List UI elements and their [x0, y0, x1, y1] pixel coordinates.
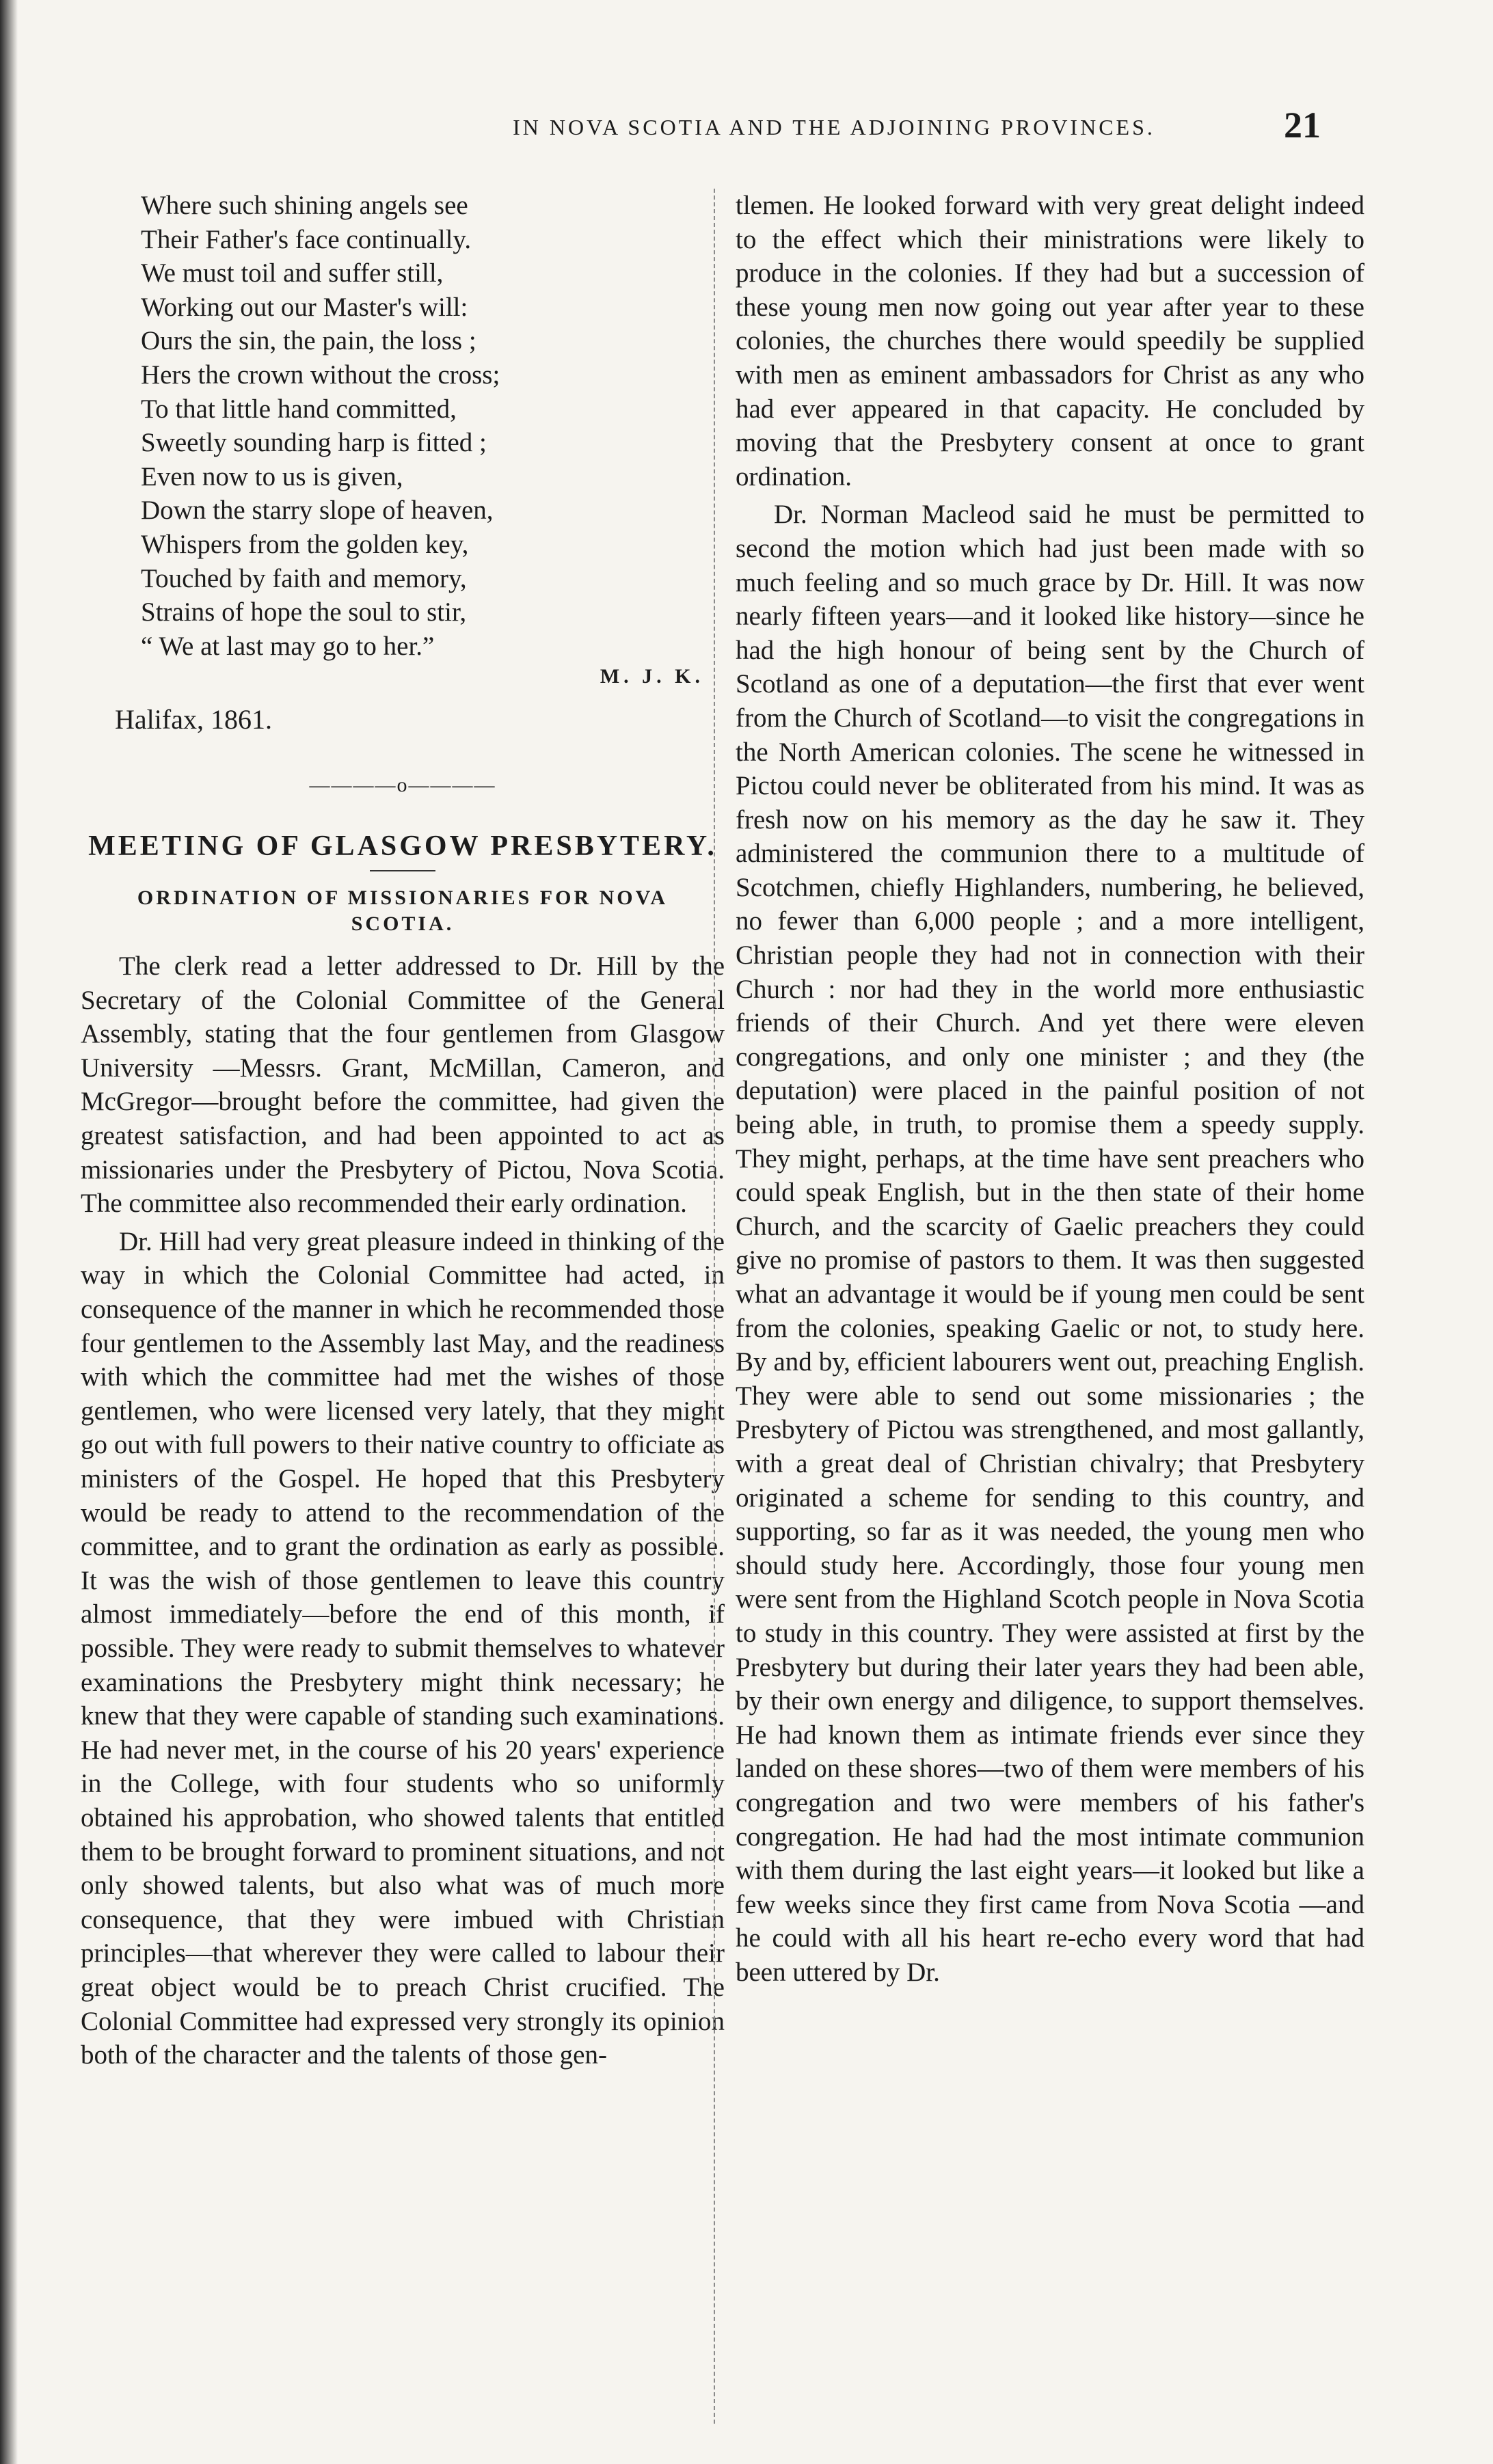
poem-line: “ We at last may go to her.”	[141, 631, 435, 661]
poem-line: Sweetly sounding harp is fitted ;	[141, 428, 487, 458]
poem-line: Whispers from the golden key,	[141, 529, 469, 559]
scan-binding-shadow	[0, 0, 18, 2464]
poem-signature: M. J. K.	[600, 665, 704, 688]
poem-line: To that little hand committed,	[141, 394, 457, 424]
article-paragraph: Dr. Hill had very great pleasure indeed in thinking of the way in which the Colonial Committee had acted, in consequence of the manner in which he recommended those four gentlemen to the Assembly last May, and the readiness with which the committee had met the wishes of those gentlemen, who were licensed very lately, that they might go out with full powers to their native country to officiate as ministers of the Gospel. He hoped that this Presbytery would be ready to attend to the recommendation of the committee, and to grant the ordination as early as possible. It was the wish of those gentlemen to leave this country almost immediately—before the end of this month, if possible. They were ready to submit themselves to whatever examinations the Presbytery might think necessary; he knew that they were capable of standing such examinations. He had never met, in the course of his 20 years' experience in the College, with four students who so uniformly obtained his approbation, who showed talents that entitled them to be brought forward to prominent situations, and not only showed talents, but also what was of much more consequence, that they were imbued with Christian principles—that wherever they were called to labour their great object would be to preach Christ crucified. The Colonial Committee had expressed very strongly its opinion both of the character and the talents of those gen-	[81, 1226, 725, 2070]
left-column	[81, 189, 725, 2072]
poem-line: We must toil and suffer still,	[141, 258, 444, 288]
poem-line: Their Father's face continually.	[141, 224, 472, 254]
right-column	[736, 189, 1364, 1989]
poem-line: Even now to us is given,	[141, 461, 403, 491]
column-divider	[714, 189, 715, 2424]
poem-dateline: Halifax, 1861.	[115, 704, 272, 735]
page-number: 21	[1284, 105, 1321, 146]
poem-line: Touched by faith and memory,	[141, 563, 467, 593]
article-title: MEETING OF GLASGOW PRESBYTERY.	[88, 830, 717, 862]
poem-line: Down the starry slope of heaven,	[141, 496, 494, 526]
title-rule	[370, 870, 435, 871]
section-ornament: ————o————	[309, 773, 496, 796]
article-paragraph-continued: tlemen. He looked forward with very great delight indeed to the effect which their ministrations were likely to produce in the colonies. If they had but a succession of these young men now going out year after year to these colonies, the churches there would speedily be supplied with men as eminent ambassadors for Christ as any who had ever appeared in that capacity. He concluded by moving that the Presbytery consent at once to grant ordination.	[736, 191, 1364, 491]
poem	[81, 189, 725, 663]
poem-line: Working out our Master's will:	[141, 292, 468, 322]
article-paragraph: The clerk read a letter addressed to Dr. Hill by the Secretary of the Colonial Committee of the General Assembly, stating that the four gentlemen from Glasgow University —Messrs. Grant, McMillan, Cameron, and McGregor—brought before the committee, had given the greatest satisfaction, and had been appointed to act as missionaries under the Presbytery of Pictou, Nova Scotia. The committee also recommended their early ordination.	[81, 951, 725, 1219]
poem-line: Ours the sin, the pain, the loss ;	[141, 326, 476, 356]
article-subtitle: ORDINATION OF MISSIONARIES FOR NOVA SCOTIA.	[137, 886, 669, 936]
poem-line: Strains of hope the soul to stir,	[141, 597, 467, 627]
article-paragraph: Dr. Norman Macleod said he must be permitted to second the motion which had just been made with so much feeling and so much grace by Dr. Hill. It was now nearly fifteen years—and it looked like history—since he had the high honour of being sent by the Church of Scotland as one of a deputation—the first that ever went from the Church of Scotland—to visit the congregations in the North American colonies. The scene he witnessed in Pictou could never be obliterated from his mind. It was as fresh now on his memory as the day he saw it. They administered the communion there to a multitude of Scotchmen, chiefly Highlanders, numbering, he believed, no fewer than 6,000 people ; and a more intelligent, Christian people they had not in connection with their Church : nor had they in the world more enthusiastic friends of their Church. And yet there were eleven congregations, and only one minister ; and they (the deputation) were placed in the painful position of not being able, in truth, to promise them a speedy supply. They might, perhaps, at the time have sent preachers who could speak English, but in the then state of their home Church, and the scarcity of Gaelic preachers they could give no promise of pastors to them. It was then suggested what an advantage it would be if young men could be sent from the colonies, speaking Gaelic or not, to study here. By and by, efficient labourers went out, preaching English. They were able to send out some missionaries ; the Presbytery of Pictou was strengthened, and most gallantly, with a great deal of Christian chivalry; that Presbytery originated a scheme for sending to this country, and supporting, so far as it was needed, the young men who should study here. Accordingly, those four young men were sent from the Highland Scotch people in Nova Scotia to study in this country. They were assisted at first by the Presbytery but during their later years they had been able, by their own energy and diligence, to support themselves. He had known them as intimate friends ever since they landed on these shores—two of them were members of his congregation and two were members of his father's congregation. He had had the most intimate communion with them during the last eight years—it looked but like a few weeks since they first came from Nova Scotia —and he could with all his heart re-echo every word that had been uttered by Dr.	[736, 500, 1364, 1987]
poem-line: Hers the crown without the cross;	[141, 360, 500, 390]
running-head: IN NOVA SCOTIA AND THE ADJOINING PROVINCES.	[513, 115, 1155, 139]
poem-line: Where such shining angels see	[141, 191, 468, 220]
